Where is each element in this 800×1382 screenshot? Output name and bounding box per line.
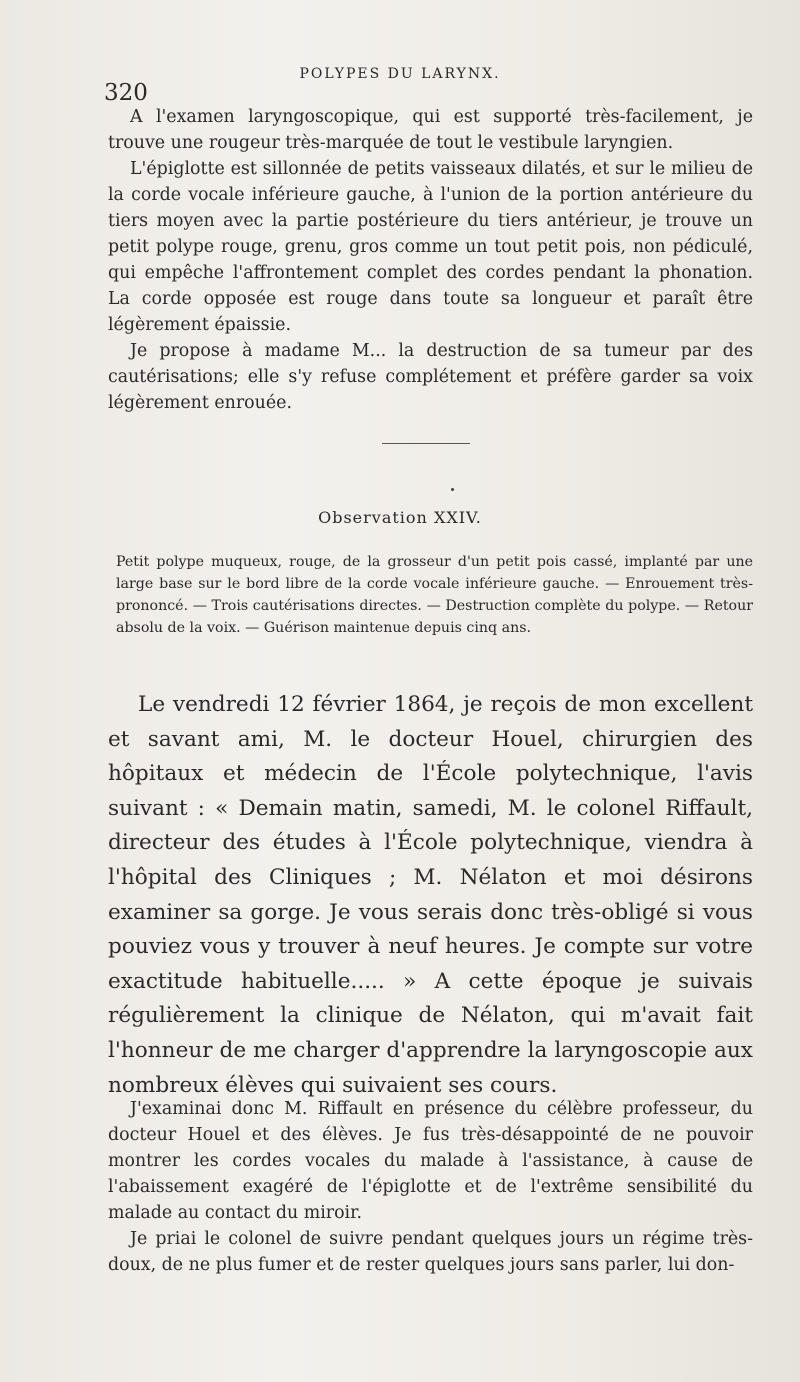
ink-dot: [451, 488, 454, 491]
paragraph: Je propose à madame M... la destruction de sa tumeur par des cautérisations; elle s'y refuse complétement et préfère garder sa voix légèrement enrouée.: [108, 341, 753, 413]
observation-summary: Petit polype muqueux, rouge, de la grosseur d'un petit pois cassé, implanté par une large base sur le bord libre de la corde vocale inférieure gauche. — Enrouement très-prononcé. — Trois cautérisations directes. — Destruction complète du polype. — Retour absolu de la voix. — Guérison maintenue depuis cinq ans.: [116, 554, 753, 636]
section-1-text: [108, 104, 753, 416]
section-3-text: [108, 1096, 753, 1278]
main-text: [108, 688, 753, 1103]
paragraph: A l'examen laryngoscopique, qui est supporté très-facilement, je trouve une rougeur très-marquée de tout le vestibule laryngien.: [108, 107, 753, 153]
section-divider: [382, 443, 470, 444]
page-number: 320: [104, 80, 148, 106]
paragraph: L'épiglotte est sillonnée de petits vaisseaux dilatés, et sur le milieu de la corde vocale inférieure gauche, à l'union de la portion antérieure du tiers moyen avec la partie postérieure du tiers antérieur, je trouve un petit polype rouge, grenu, gros comme un tout petit pois, non pédiculé, qui empêche l'affrontement complet des cordes pendant la phonation. La corde opposée est rouge dans toute sa longueur et paraît être légèrement épaissie.: [108, 159, 753, 335]
paragraph: J'examinai donc M. Riffault en présence du célèbre professeur, du docteur Houel et des élèves. Je fus très-désappointé de ne pouvoir montrer les cordes vocales du malade à l'assistance, à cause de l'abaissement exagéré de l'épiglotte et de l'extrême sensibilité du malade au contact du miroir.: [108, 1099, 753, 1223]
observation-title: Observation XXIV.: [318, 508, 482, 527]
paragraph: Le vendredi 12 février 1864, je reçois de mon excellent et savant ami, M. le docteur Houel, chirurgien des hôpitaux et médecin de l'École polytechnique, l'avis suivant : « Demain matin, samedi, M. le colonel Riffault, directeur des études à l'École polytechnique, viendra à l'hôpital des Cliniques ; M. Nélaton et moi désirons examiner sa gorge. Je vous serais donc très-obligé si vous pouviez vous y trouver à neuf heures. Je compte sur votre exactitude habituelle..... » A cette époque je suivais régulièrement la clinique de Nélaton, qui m'avait fait l'honneur de me charger d'apprendre la laryngoscopie aux nombreux élèves qui suivaient ses cours.: [108, 692, 753, 1098]
running-head: POLYPES DU LARYNX.: [299, 66, 501, 82]
paragraph: Je priai le colonel de suivre pendant quelques jours un régime très-doux, de ne plus fumer et de rester quelques jours sans parler, lui don-: [108, 1229, 753, 1275]
